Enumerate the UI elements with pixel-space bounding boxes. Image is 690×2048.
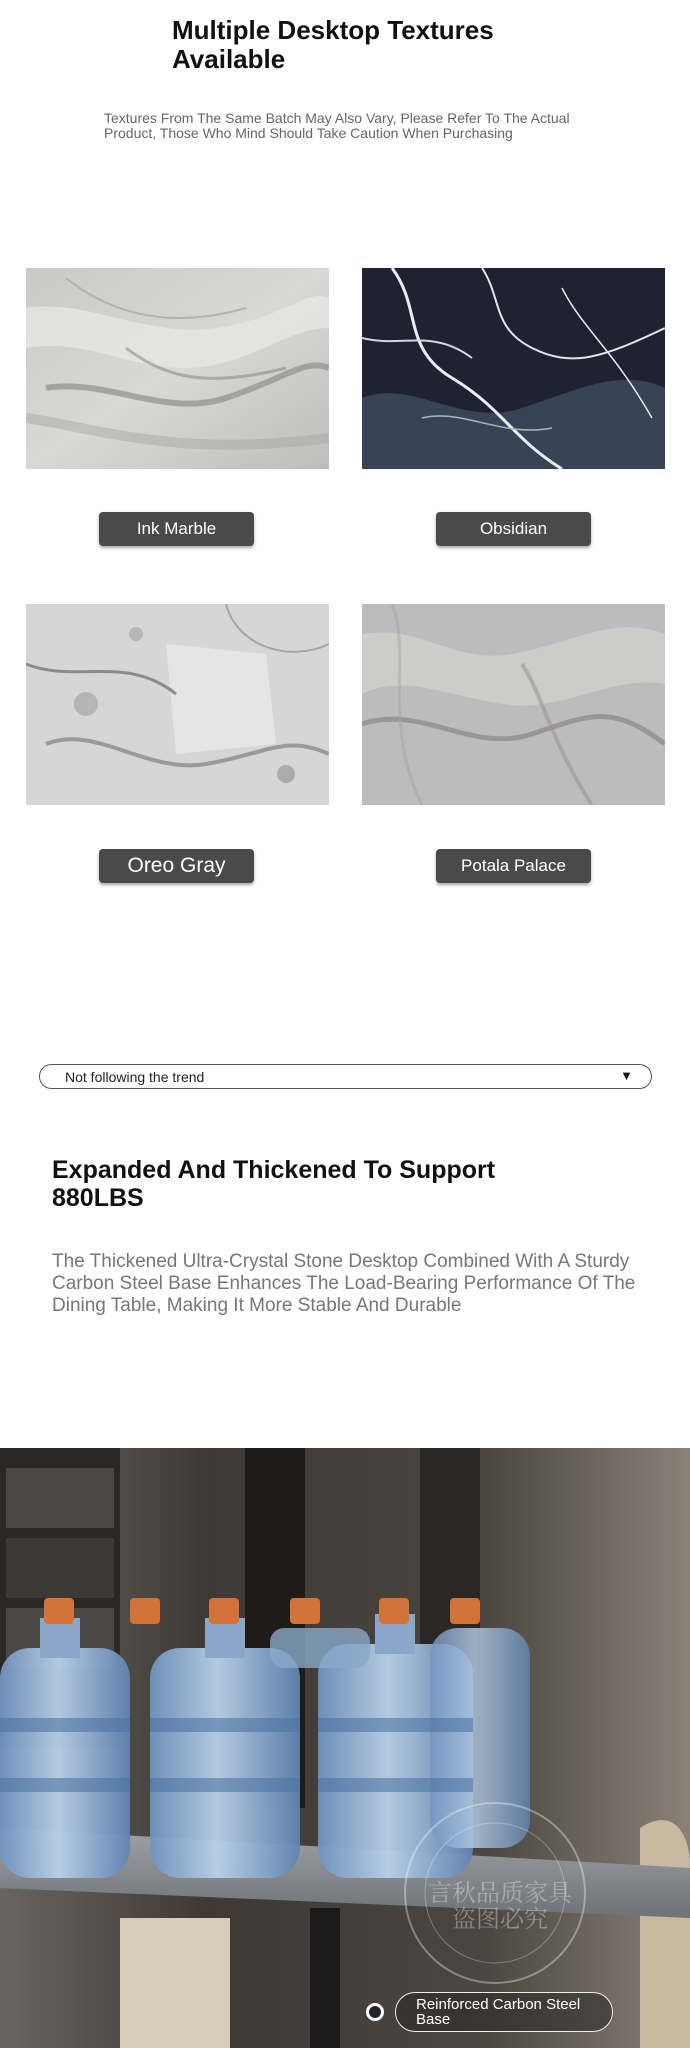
style-dropdown[interactable] — [39, 1064, 652, 1089]
product-photo — [0, 1448, 690, 2048]
section-body: The Thickened Ultra-Crystal Stone Desktop Combined With A Sturdy Carbon Steel Base Enhances The Load-Bearing Performance Of The Dining Table, Making It More Stable And Durable — [52, 1251, 636, 1316]
potala-palace-swatch[interactable] — [362, 604, 665, 805]
feature-badge[interactable]: Reinforced Carbon Steel Base — [395, 1992, 613, 2032]
texture-label-ink-marble[interactable]: Ink Marble — [99, 512, 254, 546]
chevron-down-icon[interactable]: ▼ — [620, 1068, 633, 1083]
dropdown-selected-value: Not following the trend — [65, 1069, 205, 1085]
watermark-text — [420, 1880, 580, 1932]
white-gray-marble-texture-icon — [26, 604, 329, 805]
page-title: Multiple Desktop Textures Available — [172, 15, 494, 74]
watermark-line-1: 言秋品质家具 — [428, 1879, 572, 1907]
texture-disclaimer: Textures From The Same Batch May Also Vary, Please Refer To The Actual Product, Those Who Mind Should Take Caution When Purchasing — [104, 110, 570, 141]
light-gray-marble-texture-icon — [26, 268, 329, 469]
hotspot-dot-icon[interactable] — [366, 2003, 384, 2021]
oreo-gray-swatch[interactable] — [26, 604, 329, 805]
texture-label-potala-palace[interactable]: Potala Palace — [436, 849, 591, 883]
gray-marble-texture-icon — [362, 604, 665, 805]
section-title: Expanded And Thickened To Support 880LBS — [52, 1156, 496, 1212]
watermark-line-2: 盗图必究 — [452, 1905, 548, 1933]
water-bottles-on-table-photo-icon — [0, 1448, 690, 2048]
ink-marble-swatch[interactable] — [26, 268, 329, 469]
obsidian-swatch[interactable] — [362, 268, 665, 469]
texture-label-oreo-gray[interactable]: Oreo Gray — [99, 849, 254, 883]
texture-label-obsidian[interactable]: Obsidian — [436, 512, 591, 546]
dark-veined-marble-texture-icon — [362, 268, 665, 469]
